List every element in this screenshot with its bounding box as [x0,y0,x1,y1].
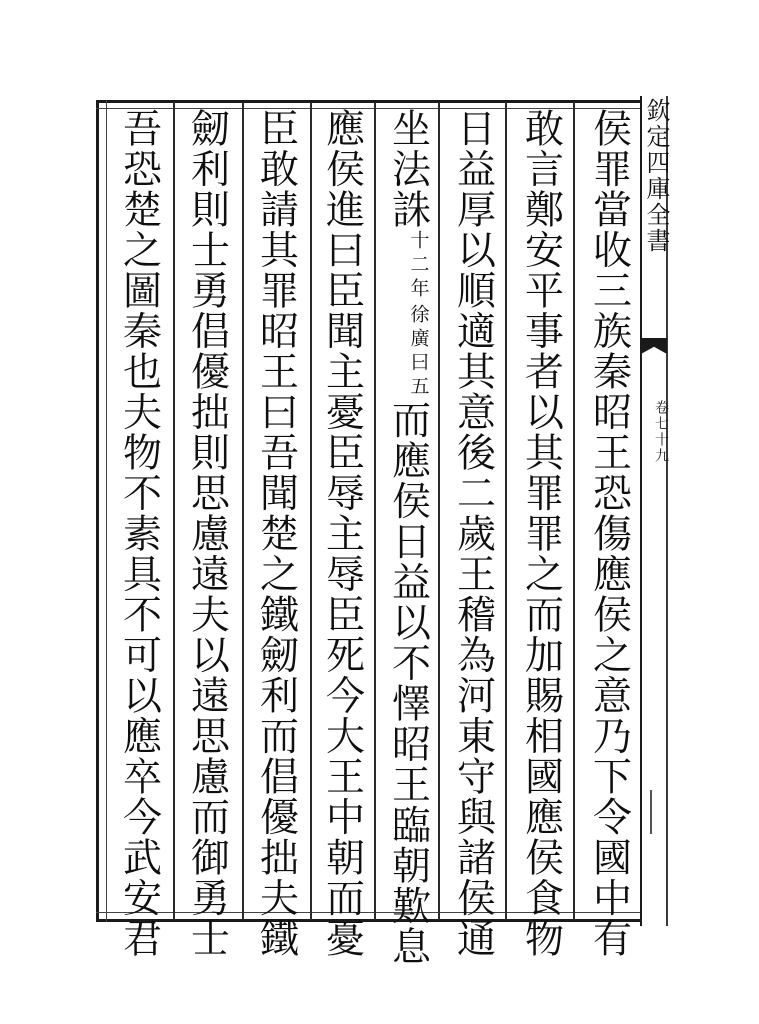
interlinear-note [409,230,428,400]
text-column-4 [379,108,437,967]
column-text: 吾恐楚之圖秦也夫物不素具不可以應卒今武安君 [116,108,162,959]
column-rule [310,102,312,920]
text-column-1 [580,108,638,959]
column-text: 臣敢請其罪昭王曰吾聞楚之鐵劒利而倡優拙夫鐵 [253,108,299,959]
text-column-7 [178,108,236,959]
column-text-with-note [385,108,431,967]
note-right-line: 徐廣曰五 [407,303,430,400]
series-title: 欽定四庫全書 [642,98,670,254]
column-text: 應侯進曰臣聞主憂臣辱主辱臣死今大王中朝而憂 [319,108,365,959]
column-text: 劒利則士勇倡優拙則思慮遠夫以遠思慮而御勇士 [184,108,230,959]
text-column-5 [313,108,371,959]
column-text-pre: 坐法誅 [385,108,431,230]
frame-left-rule [106,100,107,922]
note-left-line: 十二年 [407,229,430,302]
column-rule [573,102,575,920]
column-rule [374,102,376,920]
text-column-3 [444,108,502,959]
text-column-8 [110,108,168,959]
column-rule [242,102,244,920]
column-text: 侯罪當收三族秦昭王恐傷應侯之意乃下令國中有 [586,108,632,959]
column-text: 敢言鄭安平事者以其罪罪之而加賜相國應侯食物 [518,108,564,959]
juan-label: 卷七十九 [653,400,669,464]
text-column-6 [247,108,305,959]
fishtail-mark [641,338,667,354]
column-rule [505,102,507,920]
column-rule [438,102,440,920]
column-text-post: 而應侯日益以不懌昭王臨朝歎息 [385,399,431,967]
column-rule [173,102,175,920]
column-text: 日益厚以順適其意後二歲王稽為河東守與諸侯通 [450,108,496,959]
edge-mark [650,790,662,834]
text-column-2 [512,108,570,959]
